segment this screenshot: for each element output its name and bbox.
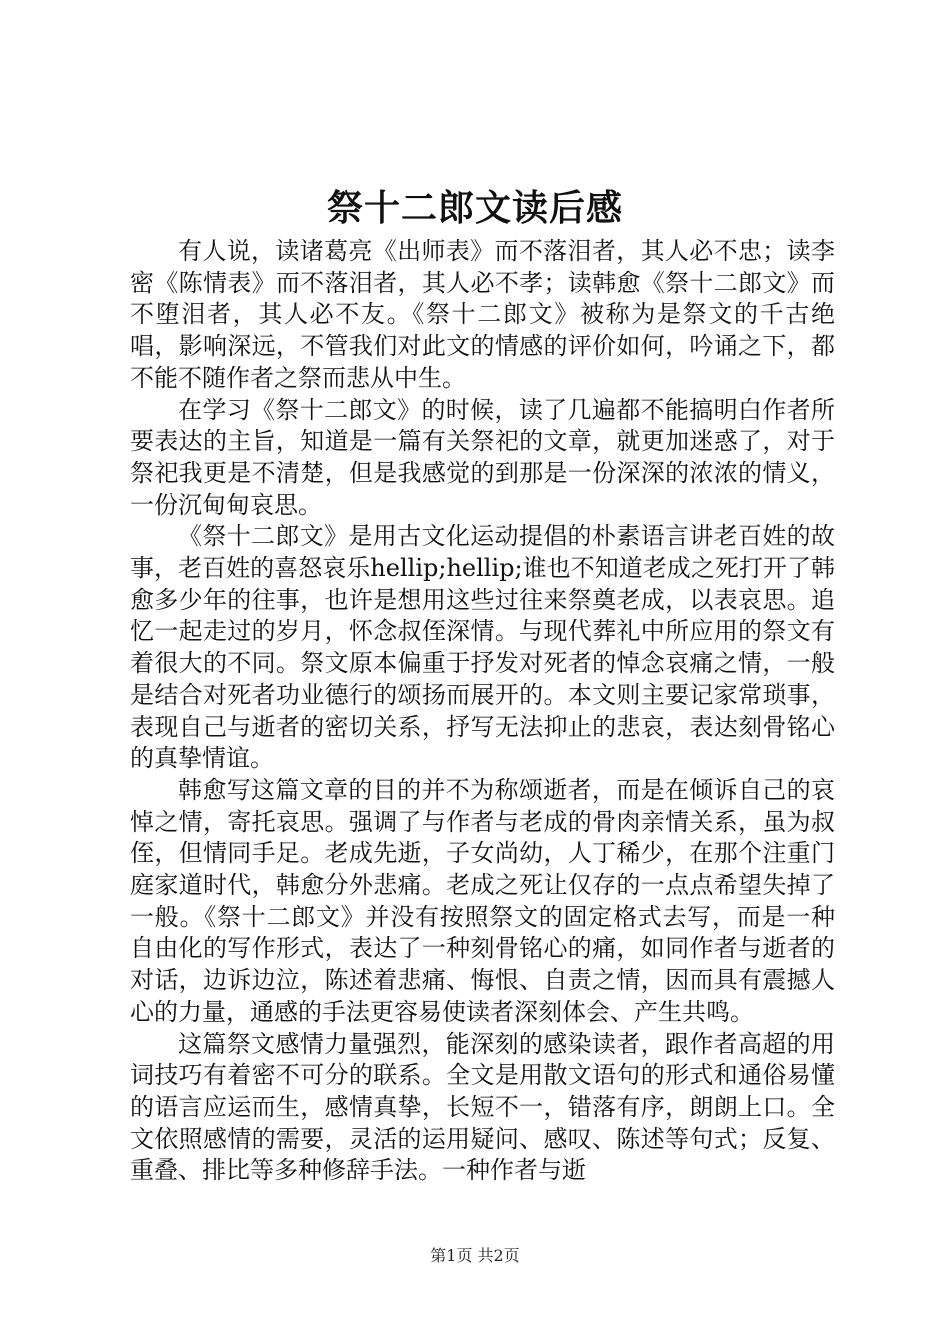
paragraph-4: 韩愈写这篇文章的目的并不为称颂逝者，而是在倾诉自己的哀悼之情，寄托哀思。强调了与作者与老成的骨肉亲情关系，虽为叔侄，但情同手足。老成先逝，子女尚幼，人丁稀少，在那个注重门庭家道时代，韩愈分外悲痛。老成之死让仅存的一点点希望失掉了一般。《祭十二郎文》并没有按照祭文的固定格式去写，而是一种自由化的写作形式，表达了一种刻骨铭心的痛，如同作者与逝者的对话，边诉边泣，陈述着悲痛、悔恨、自责之情，因而具有震撼人心的力量，通感的手法更容易使读者深刻体会、产生共鸣。 xyxy=(130,775,835,1026)
page-footer: 第1页 共2页 xyxy=(430,1246,520,1265)
paragraph-3: 《祭十二郎文》是用古文化运动提倡的朴素语言讲老百姓的故事，老百姓的喜怒哀乐hellip;hellip;谁也不知道老成之死打开了韩愈多少年的往事，也许是想用这些过往来祭奠老成，以表哀思。追忆一起走过的岁月，怀念叔侄深情。与现代葬礼中所应用的祭文有着很大的不同。祭文原本偏重于抒发对死者的悼念哀痛之情，一般是结合对死者功业德行的颂扬而展开的。本文则主要记家常琐事，表现自己与逝者的密切关系，抒写无法抑止的悲哀，表达刻骨铭心的真挚情谊。 xyxy=(130,522,835,773)
paragraph-2: 在学习《祭十二郎文》的时候，读了几遍都不能搞明白作者所要表达的主旨，知道是一篇有关祭祀的文章，就更加迷惑了，对于祭祀我更是不清楚，但是我感觉的到那是一份深深的浓浓的情义，一份沉甸甸哀思。 xyxy=(130,395,835,519)
paragraph-1: 有人说，读诸葛亮《出师表》而不落泪者，其人必不忠；读李密《陈情表》而不落泪者，其人必不孝；读韩愈《祭十二郎文》而不堕泪者，其人必不友。《祭十二郎文》被称为是祭文的千古绝唱，影响深远，不管我们对此文的情感的评价如何，吟诵之下，都不能不随作者之祭而悲从中生。 xyxy=(130,237,835,392)
paragraph-5: 这篇祭文感情力量强烈，能深刻的感染读者，跟作者高超的用词技巧有着密不可分的联系。全文是用散文语句的形式和通俗易懂的语言应运而生，感情真挚，长短不一，错落有序，朗朗上口。全文依照感情的需要，灵活的运用疑问、感叹、陈述等句式；反复、重叠、排比等多种修辞手法。一种作者与逝 xyxy=(130,1029,835,1185)
document-title: 祭十二郎文读后感 xyxy=(326,187,623,229)
document-body xyxy=(130,236,835,1187)
